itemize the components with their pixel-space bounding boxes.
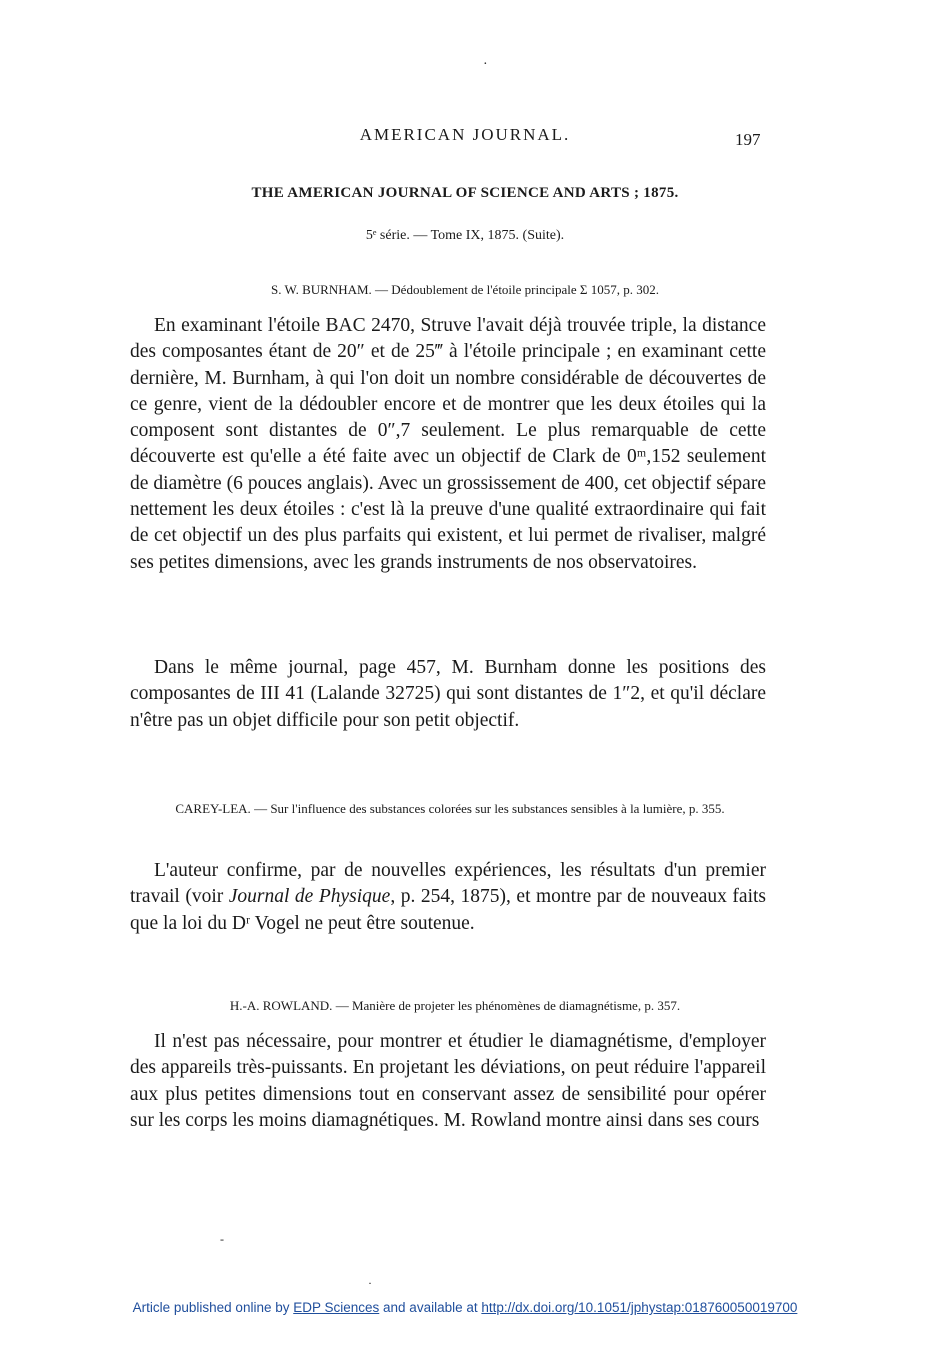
printer-dot-mark: · — [483, 57, 488, 72]
section-heading-rowland — [130, 996, 780, 1015]
section-title: — Dédoublement de l'étoile principale Σ 1057, p. 302. — [371, 282, 659, 297]
section-title: — Sur l'influence des substances colorées sur les substances sensibles à la lumière, p. 355. — [254, 801, 725, 816]
paragraph-burnham-1: En examinant l'étoile BAC 2470, Struve l'avait déjà trouvée triple, la distance des composantes étant de 20″ et de 25‴ à l'étoile principale ; en examinant cette dernière, M. Burnham, à qui l'on doit un nombre considérable de découvertes de ce genre, vient de la dédoubler encore et de montrer que les deux étoiles qui la composent sont distantes de 0″,7 seulement. Le plus remarquable de cette découverte est qu'elle a été faite avec un objectif de Clark de 0ᵐ,152 seulement de diamètre (6 pouces anglais). Avec un grossissement de 400, cet objectif sépare nettement les deux étoiles : c'est là la preuve d'une qualité extraordinaire qui fait de cet objectif un des plus parfaits qui existent, et lui permet de rivaliser, malgré ses petites dimensions, avec les grands instruments de nos observatoires. — [130, 315, 766, 573]
series-line: 5ᵉ série. — Tome IX, 1875. (Suite). — [365, 228, 565, 243]
section-author: S. W. BURNHAM. — [271, 282, 372, 297]
paragraph-carey-lea — [130, 858, 766, 937]
section-heading-carey-lea — [130, 799, 770, 818]
section-author: CAREY-LEA. — [175, 801, 251, 816]
paragraph-text: L'auteur confirme, par de nouvelles expériences, les résultats d'un premier travail (voir — [130, 860, 766, 908]
footer-text: Article published online by — [132, 1300, 294, 1315]
paragraph-text: , p. 254, 1875), et montre par de nouveaux faits que la loi du Dʳ Vogel ne peut être soutenue. — [130, 886, 766, 934]
publisher-link[interactable]: EDP Sciences — [293, 1300, 380, 1315]
journal-reference: Journal de Physique — [228, 886, 391, 908]
section-heading-burnham — [130, 280, 800, 299]
section-title: — Manière de projeter les phénomènes de diamagnétisme, p. 357. — [332, 998, 681, 1013]
page-number: 197 — [735, 130, 761, 149]
running-head: AMERICAN JOURNAL. — [359, 125, 571, 144]
footer-notice — [0, 1300, 930, 1315]
paragraph-burnham-2: Dans le même journal, page 457, M. Burnham donne les positions des composantes de III 41 (Lalande 32725) qui sont distantes de 1″2, et qu'il déclare n'être pas un objet difficile pour son petit objectif. — [130, 657, 766, 731]
printer-dash-mark: - — [220, 1232, 224, 1246]
paragraph-rowland: Il n'est pas nécessaire, pour montrer et étudier le diamagnétisme, d'employer des appareils très-puissants. En projetant les déviations, on peut réduire l'appareil aux plus petites dimensions tout en conservant assez de sensibilité pour opérer sur les corps les moins diamagnétiques. M. Rowland montre ainsi dans ses cours — [130, 1031, 766, 1131]
footer-text: and available at — [379, 1300, 482, 1315]
printer-dot-mark: · — [368, 1276, 372, 1290]
doi-link[interactable]: http://dx.doi.org/10.1051/jphystap:018760050019700 — [481, 1300, 798, 1315]
journal-title: THE AMERICAN JOURNAL OF SCIENCE AND ARTS ; 1875. — [251, 185, 679, 201]
section-author: H.-A. ROWLAND. — [229, 998, 333, 1013]
